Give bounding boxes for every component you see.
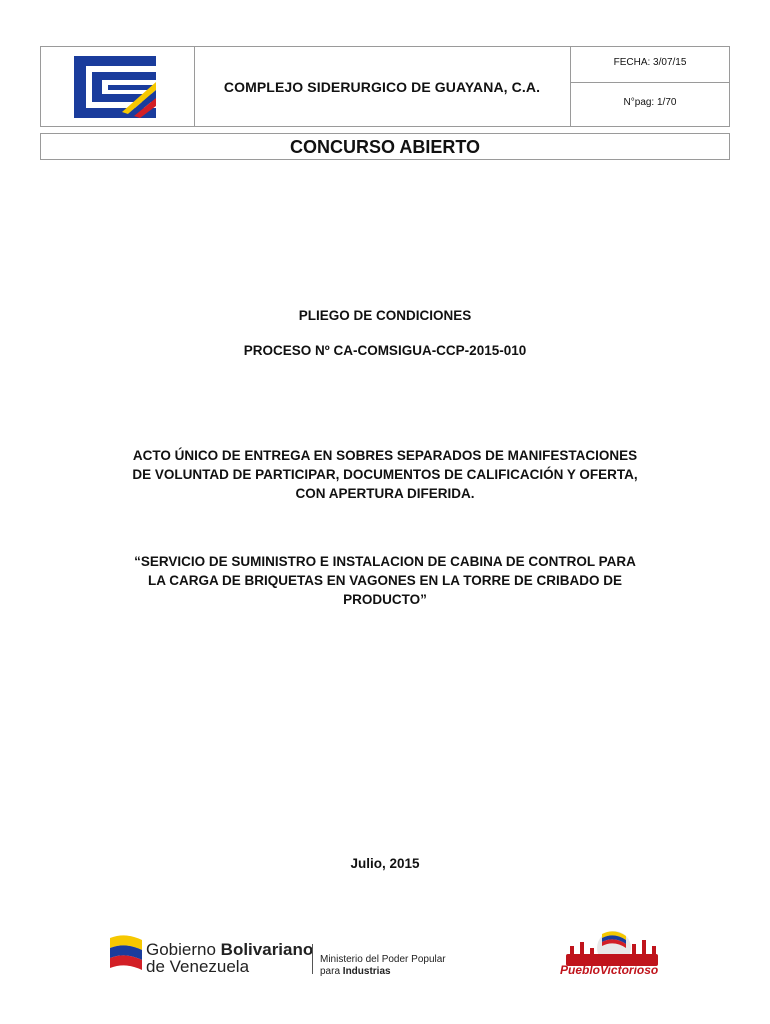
header-divider-meta	[570, 82, 730, 83]
acto-paragraph	[60, 446, 710, 503]
document-title: CONCURSO ABIERTO	[40, 133, 730, 160]
ministerio-line2	[320, 966, 391, 977]
servicio-line: LA CARGA DE BRIQUETAS EN VAGONES EN LA TORRE DE CRIBADO DE	[147, 573, 623, 588]
ministerio-line1: Ministerio del Poder Popular	[320, 954, 446, 965]
gobierno-word: Gobierno	[146, 940, 221, 959]
pliego-heading: PLIEGO DE CONDICIONES	[298, 308, 472, 323]
acto-line: ACTO ÚNICO DE ENTREGA EN SOBRES SEPARADOS DE MANIFESTACIONES	[132, 448, 638, 463]
page-number: N°pag: 1/70	[623, 97, 677, 108]
pueblo-victorioso-logo-icon	[562, 928, 662, 968]
document-date: Julio, 2015	[350, 856, 420, 871]
comsigua-logo-icon	[70, 52, 162, 122]
industrias-word: Industrias	[342, 966, 391, 977]
proceso-number: PROCESO Nº CA-COMSIGUA-CCP-2015-010	[243, 343, 527, 358]
company-name: COMPLEJO SIDERURGICO DE GUAYANA, C.A.	[223, 79, 541, 95]
servicio-paragraph	[60, 552, 710, 609]
footer-divider	[312, 944, 313, 974]
acto-line: DE VOLUNTAD DE PARTICIPAR, DOCUMENTOS DE CALIFICACIÓN Y OFERTA,	[132, 467, 638, 482]
venezuela-flag-icon	[108, 930, 144, 974]
servicio-line: PRODUCTO”	[343, 592, 427, 607]
bolivariano-word: Bolivariano	[220, 940, 314, 959]
gobierno-line2: de Venezuela	[146, 957, 250, 976]
servicio-line: “SERVICIO DE SUMINISTRO E INSTALACION DE CABINA DE CONTROL PARA	[134, 554, 636, 569]
header-date: FECHA: 3/07/15	[613, 57, 687, 68]
acto-line: CON APERTURA DIFERIDA.	[295, 486, 475, 501]
para-word: para	[320, 966, 343, 977]
pueblo-victorioso-text: PuebloVictorioso	[560, 963, 659, 977]
